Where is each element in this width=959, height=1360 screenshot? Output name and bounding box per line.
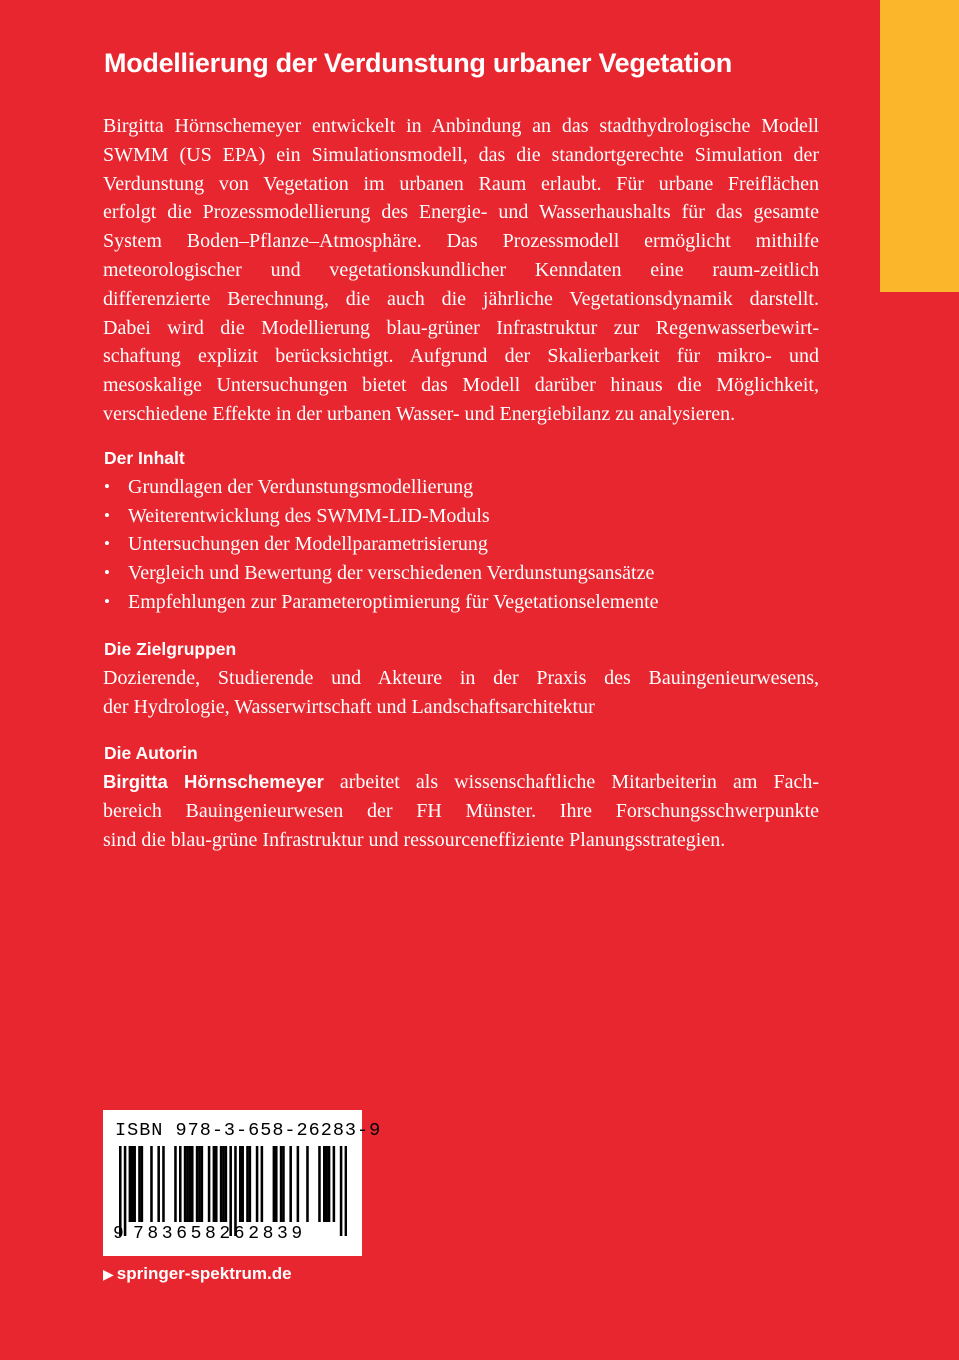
barcode-bar bbox=[124, 1146, 127, 1236]
barcode-bar bbox=[129, 1146, 132, 1222]
barcode-bar bbox=[289, 1146, 292, 1222]
list-item-text: Grundlagen der Verdunstungsmodellierung bbox=[128, 476, 474, 498]
barcode-bar bbox=[325, 1146, 328, 1222]
list-item bbox=[104, 559, 659, 588]
list-item bbox=[104, 473, 659, 502]
list-item bbox=[104, 530, 659, 559]
abstract-line: meteorologischer und vegetationskundlicher Kenndaten eine raum-zeitlich bbox=[103, 258, 819, 281]
abstract bbox=[103, 112, 819, 429]
barcode-bar bbox=[297, 1146, 300, 1222]
abstract-line: Birgitta Hörnschemeyer entwickelt in Anbindung an das stadthydrologische Modell bbox=[103, 115, 819, 137]
list-item-text: Vergleich und Bewertung der verschiedenen Verdunstungsansätze bbox=[128, 562, 655, 585]
color-tab bbox=[880, 0, 959, 292]
barcode-bar bbox=[208, 1146, 211, 1222]
contents-list bbox=[104, 473, 659, 617]
abstract-line: mesoskalige Untersuchungen bietet das Modell darüber hinaus die Möglichkeit, bbox=[103, 374, 819, 397]
barcode-bar bbox=[220, 1146, 223, 1222]
abstract-line: schaftung explizit berücksichtigt. Aufgrund der Skalierbarkeit für mikro- und bbox=[103, 345, 819, 368]
bullet: • bbox=[104, 591, 110, 611]
abstract-line: verschiedene Effekte in der urbanen Wasser- und Energiebilanz zu analysieren. bbox=[103, 402, 736, 425]
target-groups-text bbox=[103, 664, 819, 722]
author-bio-line: sind die blau-grüne Infrastruktur und ressourceneffiziente Planungsstrategien. bbox=[103, 828, 726, 851]
barcode-bar bbox=[162, 1146, 165, 1222]
abstract-line: erfolgt die Prozessmodellierung des Energie- und Wasserhaushalts für das gesamte bbox=[103, 201, 819, 224]
isbn-label: ISBN 978-3-658-26283-9 bbox=[115, 1120, 382, 1141]
abstract-line: differenzierte Berechnung, die auch die jährliche Vegetationsdynamik darstellt. bbox=[103, 287, 819, 310]
barcode-bar bbox=[234, 1146, 237, 1236]
barcode-bar bbox=[189, 1146, 192, 1222]
list-item-text: Weiterentwicklung des SWMM-LID-Moduls bbox=[128, 504, 490, 527]
barcode-bar bbox=[273, 1146, 276, 1222]
abstract-line: Verdunstung von Vegetation im urbanen Raum erlaubt. Für urbane Freiflächen bbox=[103, 172, 819, 195]
list-item-text: Untersuchungen der Modellparametrisierung bbox=[128, 533, 488, 556]
list-item bbox=[104, 502, 659, 531]
bullet: • bbox=[104, 563, 110, 583]
author-name: Birgitta Hörnschemeyer bbox=[103, 771, 324, 792]
barcode-bar bbox=[150, 1146, 153, 1222]
barcode-bar bbox=[174, 1146, 177, 1222]
author-heading: Die Autorin bbox=[104, 743, 198, 763]
barcode-bar bbox=[328, 1146, 331, 1222]
barcode-bar bbox=[131, 1146, 134, 1222]
barcode-bar bbox=[133, 1146, 136, 1222]
publisher-link[interactable] bbox=[103, 1262, 292, 1286]
barcode-bar bbox=[261, 1146, 264, 1222]
publisher-url: springer-spektrum.de bbox=[116, 1264, 292, 1283]
barcode-bar bbox=[256, 1146, 259, 1222]
barcode-bar bbox=[246, 1146, 249, 1222]
bullet: • bbox=[104, 505, 110, 525]
barcode-bar bbox=[318, 1146, 321, 1222]
target-groups-line: der Hydrologie, Wasserwirtschaft und Landschaftsarchitektur bbox=[103, 695, 595, 718]
barcode-bar bbox=[225, 1146, 228, 1222]
barcode-bar bbox=[222, 1146, 225, 1222]
isbn-barcode bbox=[103, 1110, 382, 1256]
barcode-bar bbox=[198, 1146, 201, 1222]
barcode-bar bbox=[141, 1146, 144, 1222]
barcode-bar bbox=[340, 1146, 343, 1236]
barcode-bar bbox=[157, 1146, 160, 1222]
barcode-bar bbox=[275, 1146, 278, 1222]
list-item-text: Empfehlungen zur Parameteroptimierung für Vegetationselemente bbox=[128, 590, 659, 613]
ean-digits: 783658262839 bbox=[133, 1224, 306, 1244]
abstract-line: System Boden–Pflanze–Atmosphäre. Das Prozessmodell ermöglicht mithilfe bbox=[103, 230, 819, 253]
barcode-bar bbox=[333, 1146, 336, 1222]
abstract-line: Dabei wird die Modellierung blau-grüner Infrastruktur zur Regenwasserbewirt- bbox=[103, 316, 819, 339]
list-item bbox=[104, 588, 659, 617]
barcode-bar bbox=[186, 1146, 189, 1222]
barcode-bar bbox=[215, 1146, 218, 1222]
book-title: Modellierung der Verdunstung urbaner Vegetation bbox=[104, 48, 732, 78]
barcode-bar bbox=[138, 1146, 141, 1222]
ean-first-digit: 9 bbox=[113, 1224, 124, 1244]
target-groups-line: Dozierende, Studierende und Akteure in der Praxis des Bauingenieurwesens, bbox=[103, 667, 819, 689]
barcode-bar bbox=[119, 1146, 122, 1236]
barcode-bar bbox=[196, 1146, 199, 1222]
barcode-bar bbox=[179, 1146, 182, 1222]
barcode-bar bbox=[201, 1146, 204, 1222]
arrow-right-icon: ▶ bbox=[103, 1266, 114, 1282]
bullet: • bbox=[104, 534, 110, 554]
barcode-bar bbox=[282, 1146, 285, 1222]
author-bio bbox=[103, 768, 819, 854]
barcode-bar bbox=[184, 1146, 187, 1222]
barcode-bar bbox=[241, 1146, 244, 1222]
author-bio-line bbox=[103, 768, 819, 797]
abstract-line: SWMM (US EPA) ein Simulationsmodell, das die standortgerechte Simulation der bbox=[103, 143, 819, 166]
barcode-bar bbox=[191, 1146, 194, 1222]
barcode-bar bbox=[323, 1146, 326, 1222]
bullet: • bbox=[104, 477, 110, 496]
barcode-bar bbox=[280, 1146, 283, 1222]
target-groups-heading: Die Zielgruppen bbox=[104, 639, 237, 659]
author-bio-line-rest: arbeitet als wissenschaftliche Mitarbeiterin am Fach- bbox=[323, 771, 819, 793]
author-bio-line: bereich Bauingenieurwesen der FH Münster. Ihre Forschungsschwerpunkte bbox=[103, 799, 819, 822]
barcode-bar bbox=[239, 1146, 242, 1222]
barcode-bar bbox=[229, 1146, 232, 1236]
contents-heading: Der Inhalt bbox=[104, 448, 185, 468]
barcode-bar bbox=[306, 1146, 309, 1222]
barcode-bar bbox=[213, 1146, 216, 1222]
barcode-bar bbox=[249, 1146, 252, 1222]
barcode-bar bbox=[345, 1146, 347, 1236]
